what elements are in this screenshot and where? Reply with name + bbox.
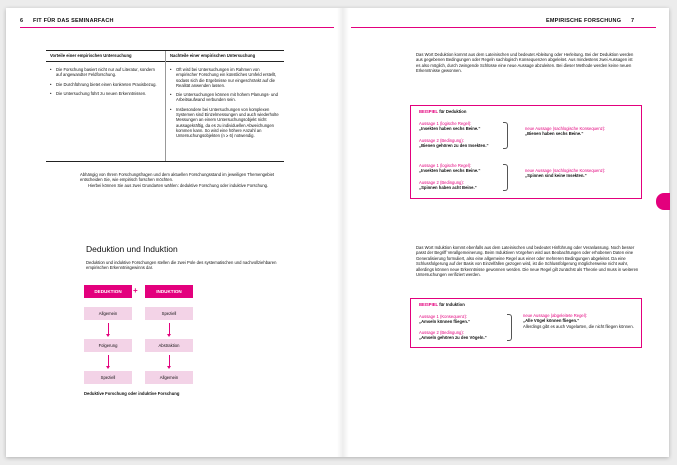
b2-label: Aussage 2 (Bedingung): <box>419 180 464 185</box>
induktion-example-title <box>419 302 465 307</box>
book-spread <box>6 8 669 457</box>
a1-text: „Insekten haben sechs Beine.“ <box>419 126 481 132</box>
deduktion-paragraph: Das Wort Deduktion kommt aus dem Lateinischen und bedeutet Ableitung oder Herleitung. Bei der Deduktion werden aus gegebenen Bedingungen oder Regeln sachlogisch Konsequenzen abgeleitet. Aus mindestens zwei Aussagen ist es also möglich, durch zwingende Schlüsse eine neue Aussage abzuleiten. Bei dieser Methode werden keine neuen Erkenntnisse gewonnen. <box>416 52 634 74</box>
right-header-rule <box>351 27 656 28</box>
right-page-number: 7 <box>630 18 635 24</box>
cons-item: • Die Untersuchungen können mit hohem Planungs- und Arbeitsaufwand verbunden sein. <box>170 92 282 103</box>
deduktion-step-1: Allgemein <box>84 307 132 320</box>
deduktion-arrow-1 <box>108 323 109 335</box>
induktion-paragraph: Das Wort Induktion kommt ebenfalls aus dem Lateinischen und bedeutet Hinführung oder Veranlassung. Noch besser passt der Begriff Verallgemeinerung. Beim Induktiven Vorgehen wird aus Beobachtungen oder erhobenen Daten eine Generalisierung formuliert, also eine allgemeine Regel aus einer oder mehreren Bedingungen abgeleitet. Da eine Schlussfolgerung auf der Basis von Einzelfällen gezogen wird, ist die Schlussfolgerung möglicherweise nicht wahr, allerdings können neue Erkenntnisse gewonnen werden. Die neue Regel gilt zunächst als Theorie und muss in weiteren Untersuchungen verifiziert werden. <box>416 245 639 278</box>
induktion-header: INDUKTION <box>145 285 193 298</box>
example1-new <box>525 126 635 137</box>
cons-item: • Oft wird bei Untersuchungen im Rahmen von empirischer Forschung ein künstliches Umfeld erstellt, sodass sich die Ergebnisse nur eingeschränkt auf die Realität anwenden lassen. <box>170 67 282 88</box>
example2-a1 <box>419 314 470 325</box>
a2-label: Aussage 2 (Bedingung): <box>419 138 464 143</box>
induktion-example-box <box>410 298 642 348</box>
research-paragraph <box>80 172 286 188</box>
pros-list <box>50 67 160 100</box>
induktion-arrow-2 <box>169 355 170 367</box>
b2-text: „Spinnen haben acht Beine.“ <box>419 185 477 191</box>
a2-text: „Amseln gehören zu den Vögeln.“ <box>419 335 487 341</box>
deduktion-step-2: Folgerung <box>84 339 132 352</box>
brace-2 <box>503 164 508 191</box>
brace-3 <box>507 314 512 341</box>
example-label: BEISPIEL <box>419 109 439 114</box>
example2-new <box>523 313 639 329</box>
pros-item: • Die Durchführung bietet einen konkreten Praxisbezug. <box>50 82 160 87</box>
a1-label: Aussage 1 (Konsequenz): <box>419 314 468 319</box>
section-title: Deduktion und Induktion <box>86 244 178 254</box>
example-label: BEISPIEL <box>419 302 439 307</box>
induktion-arrow-1 <box>169 323 170 335</box>
table-divider <box>165 51 166 161</box>
example2-a2 <box>419 330 487 341</box>
chapter-tab-marker <box>656 193 670 210</box>
new-text: „Bienen haben sechs Beine.“ <box>525 131 584 137</box>
example1-new2 <box>525 168 635 179</box>
deduktion-step-3: Speziell <box>84 371 132 384</box>
table-bottom-rule <box>46 161 284 162</box>
a2-text: „Bienen gehören zu den Insekten.“ <box>419 143 489 149</box>
example1-a1 <box>419 121 480 132</box>
deduktion-example-title <box>419 109 466 114</box>
pros-item: • Die Untersuchung führt zu neuen Erkenntnissen. <box>50 91 160 96</box>
diagram-caption: Deduktive Forschung oder induktive Forschung <box>84 391 180 396</box>
induktion-step-2: Abstraktion <box>145 339 193 352</box>
example1-a2 <box>419 138 489 149</box>
b1-text: „Insekten haben sechs Beine.“ <box>419 168 481 174</box>
left-header-rule <box>20 27 334 28</box>
pros-cons-table <box>46 50 284 139</box>
new-label: neue Aussage (sachlogische Konsequenz): <box>525 126 606 131</box>
new2-text: „Spinnen sind keine Insekten.“ <box>525 173 587 179</box>
table-head-pros: Vorteile einer empirischen Untersuchung <box>50 53 132 58</box>
note-text: Allerdings gibt es auch Vogelarten, die nicht fliegen können. <box>523 323 634 329</box>
example1-b2 <box>419 180 477 191</box>
a1-text: „Amseln können fliegen.“ <box>419 319 471 325</box>
induktion-step-3: Allgemein <box>145 371 193 384</box>
new-label: neue Aussage (abgeleitete Regel): <box>523 313 588 318</box>
a2-label: Aussage 2 (Bedingung): <box>419 330 464 335</box>
example-title-text: für Induktion <box>439 302 465 307</box>
deduktion-header: DEDUKTION <box>84 285 132 298</box>
new2-label: neue Aussage (sachlogische Konsequenz): <box>525 168 606 173</box>
right-running-title: EMPIRISCHE FORSCHUNG <box>546 18 622 24</box>
example-title-text: für Deduktion <box>439 109 467 114</box>
new-text: „Alle Vögel können fliegen.“ <box>523 318 580 324</box>
page-gutter <box>337 8 349 457</box>
table-head-cons: Nachteile einer empirischen Untersuchung <box>170 53 256 58</box>
left-running-title: FIT FÜR DAS SEMINARFACH <box>33 18 114 24</box>
deduktion-example-box <box>410 105 642 199</box>
left-header <box>20 18 114 24</box>
brace-1 <box>503 122 508 149</box>
right-header <box>546 18 634 24</box>
induktion-step-1: Speziell <box>145 307 193 320</box>
cons-list <box>170 67 282 143</box>
b1-label: Aussage 1 (logische Regel): <box>419 163 472 168</box>
a1-label: Aussage 1 (logische Regel): <box>419 121 472 126</box>
deduktion-arrow-2 <box>108 355 109 367</box>
research-paragraph-choice: Hierbei können Sie aus zwei Grundarten wählen: deduktive Forschung oder induktive Forschung. <box>88 182 269 188</box>
pros-item: • Die Forschung basiert nicht nur auf Literatur, sondern auf angewandter Feldforschung. <box>50 67 160 78</box>
plus-sign: + <box>133 286 138 295</box>
cons-item: • Insbesondere bei Untersuchungen von komplexen Systemen sind Einzelmessungen und auch wiederholte Messungen an einem Untersuchungsobjekt nicht aussagekräftig, da es zu individuellen Abweichungen kommen kann. So wird eine höhere Anzahl an Untersuchungsobjekten (n ≥ 6) notwendig. <box>170 107 282 139</box>
section-intro: Deduktion und induktive Forschungen stellen die zwei Pole des systematischen und nachvollziehbaren empirischen Erkenntnisgewinns dar. <box>86 260 277 271</box>
research-paragraph-text: Abhängig von Ihrem Forschungsfragen und dem aktuellen Forschungsstand im jeweiligen Themengebiet entscheiden Sie, wie empirisch forschen möchten. <box>80 172 275 183</box>
example1-b1 <box>419 163 480 174</box>
left-page-number: 6 <box>20 18 24 24</box>
